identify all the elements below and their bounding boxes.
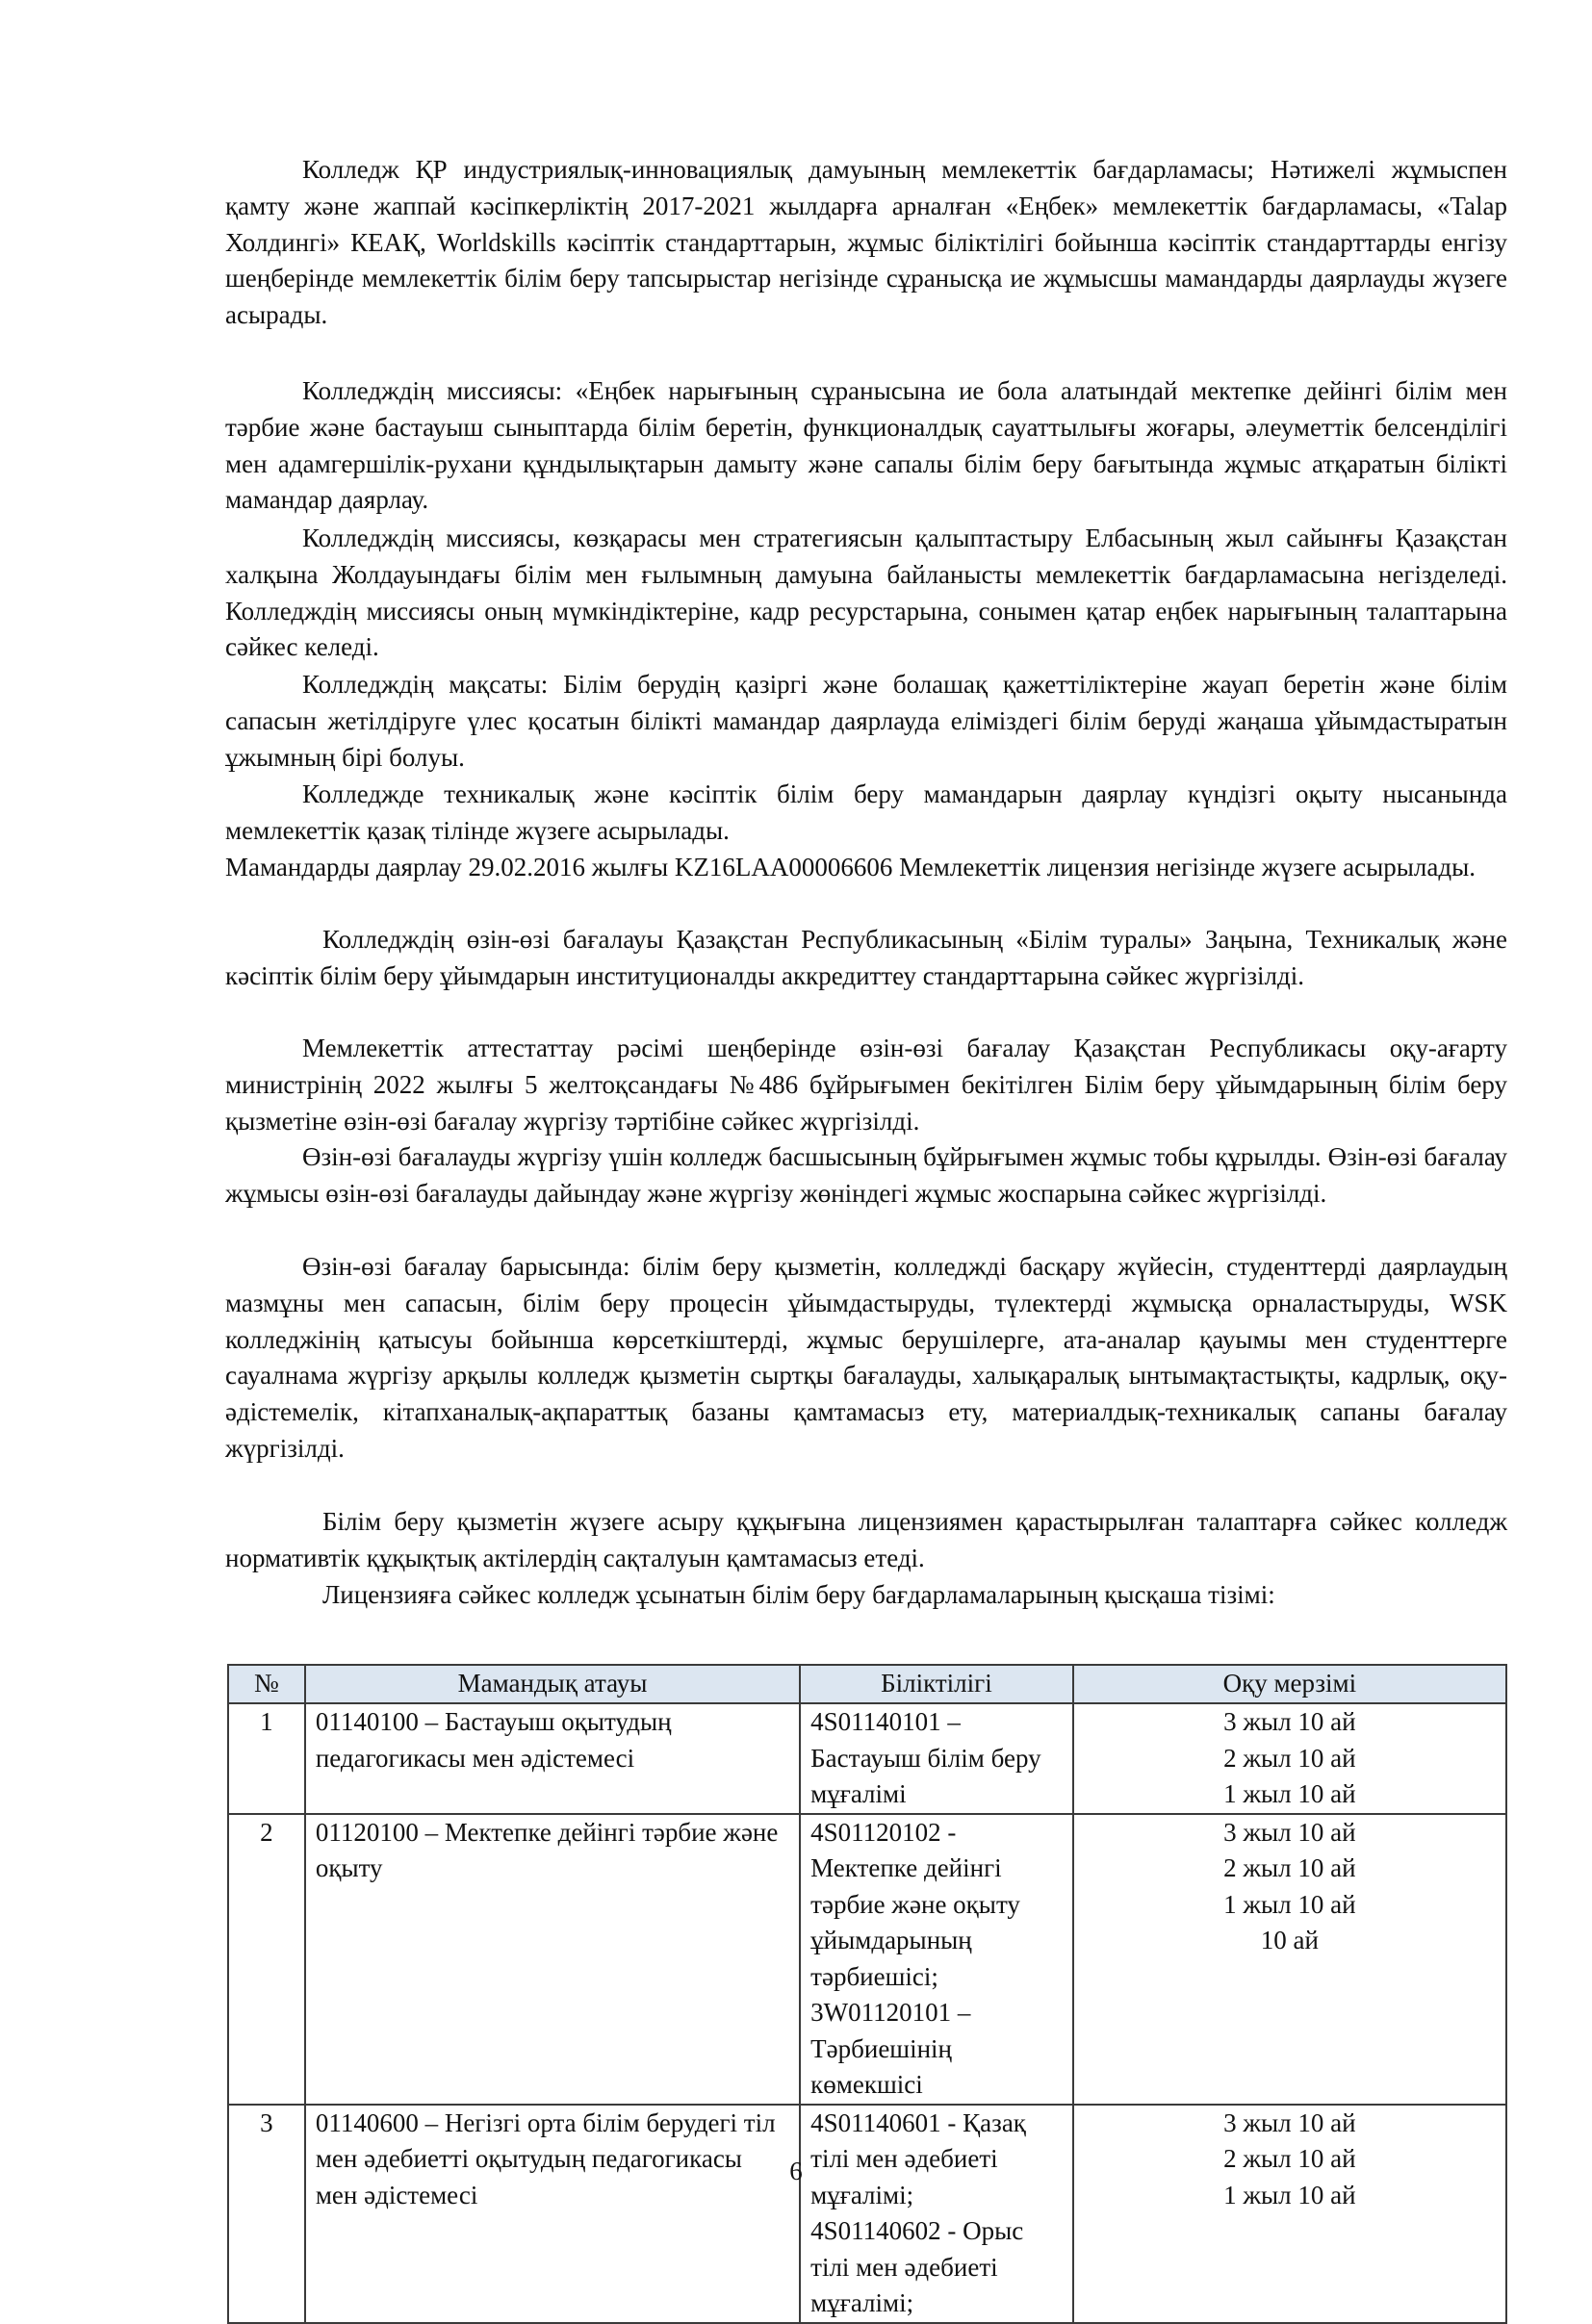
row-number: 3	[228, 2105, 305, 2323]
duration-item: 2 жыл 10 ай	[1223, 1743, 1356, 1773]
row-duration	[1073, 1814, 1506, 2105]
header-specialty: Мамандық атауы	[305, 1665, 800, 1703]
qualification-item: 4S01140602 - Орыс тілі мен әдебиеті мұғалімі;	[810, 2216, 1024, 2317]
row-specialty: 01140600 – Негізгі орта білім берудегі тіл мен әдебиетті оқытудың педагогикасы мен әдістемесі	[305, 2105, 800, 2323]
row-number: 1	[228, 1703, 305, 1814]
paragraph-assessment-scope: Өзін-өзі бағалау барысында: білім беру қызметін, колледжді басқару жүйесін, студенттерді даярлаудың мазмұны мен сапасын, білім беру процесін ұйымдастыруды, түлектерді жұмысқа орналастыруды, WSK колледжінің қатысуы бойынша көрсеткіштерді, жұмыс берушілерге, ата-аналар қауымы мен студенттерге сауалнама жүргізу арқылы колледж қызметін сыртқы бағалауды, халықаралық ынтымақтастықты, кадрлық, оқу-әдістемелік, кітапханалық-ақпараттық базаны қамтамасыз ету, материалдық-техникалық сапаны бағалау жүргізілді.	[225, 1252, 1507, 1463]
row-specialty: 01120100 – Мектепке дейінгі тәрбие және оқыту	[305, 1814, 800, 2105]
row-qualification	[800, 1703, 1073, 1814]
row-number: 2	[228, 1814, 305, 2105]
table-row	[228, 1703, 1506, 1814]
duration-item: 1 жыл 10 ай	[1223, 2180, 1356, 2209]
paragraph-license: Мамандарды даярлау 29.02.2016 жылғы KZ16LAA00006606 Мемлекеттік лицензия негізінде жүзеге асырылады.	[225, 853, 1476, 881]
qualification-item: 4S01140601 - Қазақ тілі мен әдебиеті мұғалімі;	[810, 2107, 1026, 2209]
qualification-item: 4S01120102 - Мектепке дейінгі тәрбие және оқыту ұйымдарының тәрбиешісі;	[810, 1817, 1020, 1991]
duration-item: 3 жыл 10 ай	[1223, 2107, 1356, 2137]
qualification-item: 4S01140101 – Бастауыш білім беру мұғалімі	[810, 1707, 1041, 1808]
duration-item: 3 жыл 10 ай	[1223, 1817, 1356, 1847]
header-qualification: Біліктілігі	[800, 1665, 1073, 1703]
duration-item: 2 жыл 10 ай	[1223, 2144, 1356, 2173]
table-row	[228, 1814, 1506, 2105]
row-qualification	[800, 1814, 1073, 2105]
paragraph-self-assessment-law: Колледждің өзін-өзі бағалауы Қазақстан Республикасының «Білім туралы» Заңына, Техникалық және кәсіптік білім беру ұйымдарын институционалды аккредиттеу стандарттарына сәйкес жүргізілді.	[225, 925, 1507, 990]
duration-item: 1 жыл 10 ай	[1223, 1779, 1356, 1808]
page-number: 6	[789, 2157, 803, 2185]
education-programs-table	[227, 1664, 1507, 2324]
table-row	[228, 2105, 1506, 2323]
paragraph-mission-strategy: Колледждің миссиясы, көзқарасы мен стратегиясын қалыптастыру Елбасының жыл сайынғы Қазақстан халқына Жолдауындағы білім мен ғылымның дамуына байланысты мемлекеттік бағдарламасына негізделеді. Колледждің миссиясы оның мүмкіндіктеріне, кадр ресурстарына, сонымен қатар еңбек нарығының талаптарына сәйкес келеді.	[225, 524, 1507, 662]
duration-item: 1 жыл 10 ай	[1223, 1889, 1356, 1919]
paragraph-goal: Колледждің мақсаты: Білім берудің қазіргі және болашақ қажеттіліктеріне жауап беретін және білім сапасын жетілдіруге үлес қосатын білікті мамандар даярлауда еліміздегі білім беруді жаңаша ұйымдастыратын ұжымның бірі болуы.	[225, 670, 1507, 772]
header-duration: Оқу мерзімі	[1073, 1665, 1506, 1703]
header-number: №	[228, 1665, 305, 1703]
qualification-item: 3W01120101 – Тәрбиешінің көмекшісі	[810, 1998, 971, 2099]
row-duration	[1073, 1703, 1506, 1814]
paragraph-compliance: Білім беру қызметін жүзеге асыру құқығына лицензиямен қарастырылған талаптарға сәйкес колледж нормативтік құқықтық актілердің сақталуын қамтамасыз етеді.	[225, 1507, 1507, 1572]
row-duration	[1073, 2105, 1506, 2323]
paragraph-training-form: Колледжде техникалық және кәсіптік білім беру мамандарын даярлау күндізгі оқыту нысанында мемлекеттік қазақ тілінде жүзеге асырылады.	[225, 779, 1507, 845]
paragraph-programs-list-intro: Лицензияға сәйкес колледж ұсынатын білім беру бағдарламаларының қысқаша тізімі:	[322, 1580, 1275, 1609]
paragraph-college-programs: Колледж ҚР индустриялық-инновациялық дамуының мемлекеттік бағдарламасы; Нәтижелі жұмыспен қамту және жаппай кәсіпкерліктің 2017-2021 жылдарға арналған «Еңбек» мемлекеттік бағдарламасы, «Talap Холдингі» КЕАҚ, Worldskills кәсіптік стандарттарын, жұмыс біліктілігі бойынша кәсіптік стандарттарды енгізу шеңберінде мемлекеттік білім беру тапсырыстар негізінде сұранысқа ие жұмысшы мамандарды даярлауды жүзеге асырады.	[225, 155, 1507, 330]
duration-item: 2 жыл 10 ай	[1223, 1853, 1356, 1882]
duration-item: 10 ай	[1260, 1926, 1319, 1954]
table-header-row	[228, 1665, 1506, 1703]
row-specialty: 01140100 – Бастауыш оқытудың педагогикасы мен әдістемесі	[305, 1703, 800, 1814]
paragraph-mission: Колледждің миссиясы: «Еңбек нарығының сұранысына ие бола алатындай мектепке дейінгі білім мен тәрбие және бастауыш сыныптарда білім беретін, функционалдық сауаттылығы жоғары, әлеуметтік белсенділігі мен адамгершілік-рухани құндылықтарын дамыту және сапалы білім беру бағытында жұмыс атқаратын білікті мамандар даярлау.	[225, 376, 1507, 515]
paragraph-attestation: Мемлекеттік аттестаттау рәсімі шеңберінде өзін-өзі бағалау Қазақстан Республикасы оқу-ағарту министрінің 2022 жылғы 5 желтоқсандағы №486 бұйрығымен бекітілген Білім беру ұйымдарының білім беру қызметіне өзін-өзі бағалау жүргізу тәртібіне сәйкес жүргізілді.	[225, 1034, 1507, 1136]
row-qualification	[800, 2105, 1073, 2323]
paragraph-working-group: Өзін-өзі бағалауды жүргізу үшін колледж басшысының бұйрығымен жұмыс тобы құрылды. Өзін-өзі бағалау жұмысы өзін-өзі бағалауды дайындау және жүргізу жөніндегі жұмыс жоспарына сәйкес жүргізілді.	[225, 1142, 1507, 1208]
duration-item: 3 жыл 10 ай	[1223, 1707, 1356, 1736]
